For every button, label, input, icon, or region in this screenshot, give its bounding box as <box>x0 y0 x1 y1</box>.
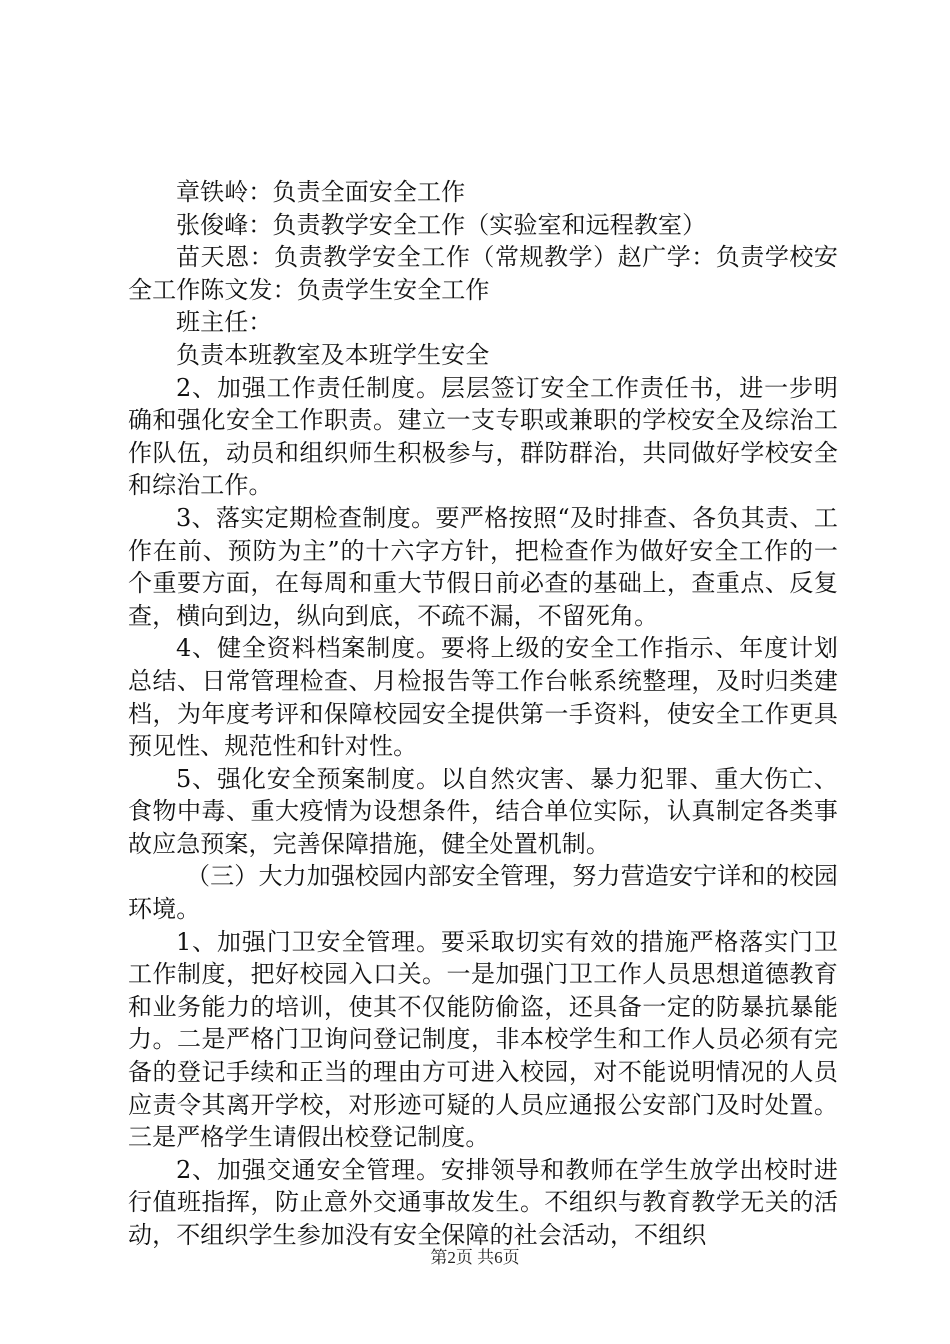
paragraph-zhang-tieling: 章铁岭：负责全面安全工作 <box>176 178 466 206</box>
section-heading-campus-safety: （三）大力加强校园内部安全管理，努力营造安宁详和的校园环境。 <box>128 862 838 924</box>
document-body <box>128 176 838 1252</box>
paragraph-gate-security: 1、加强门卫安全管理。要采取切实有效的措施严格落实门卫工作制度，把好校园入口关。一是加强门卫工作人员思想道德教育和业务能力的培训，使其不仅能防偷盗，还具备一定的防暴抗暴能力。二是严格门卫询问登记制度，非本校学生和工作人员必须有完备的登记手续和正当的理由方可进入校园，对不能说明情况的人员应责令其离开学校，对形迹可疑的人员应通报公安部门及时处置。三是严格学生请假出校登记制度。 <box>128 927 838 1152</box>
paragraph-traffic-safety: 2、加强交通安全管理。安排领导和教师在学生放学出校时进行值班指挥，防止意外交通事故发生。不组织与教育教学无关的活动，不组织学生参加没有安全保障的社会活动，不组织 <box>128 1155 838 1249</box>
page-number-footer: 第2页 共6页 <box>430 1248 520 1267</box>
paragraph-emergency-plan: 5、强化安全预案制度。以自然灾害、暴力犯罪、重大伤亡、食物中毒、重大疫情为设想条件，结合单位实际，认真制定各类事故应急预案，完善保障措施，健全处置机制。 <box>128 764 838 858</box>
paragraph-inspection-system: 3、落实定期检查制度。要严格按照“及时排查、各负其责、工作在前、预防为主”的十六字方针，把检查作为做好安全工作的一个重要方面，在每周和重大节假日前必查的基础上，查重点、反复查，横向到边，纵向到底，不疏不漏，不留死角。 <box>128 503 838 630</box>
paragraph-miao-tianen: 苗天恩：负责教学安全工作（常规教学）赵广学：负责学校安全工作陈文发：负责学生安全工作 <box>128 243 838 304</box>
paragraph-responsibility-system: 2、加强工作责任制度。层层签订安全工作责任书，进一步明确和强化安全工作职责。建立一支专职或兼职的学校安全及综治工作队伍，动员和组织师生积极参与，群防群治，共同做好学校安全和综治工作。 <box>128 373 838 500</box>
paragraph-zhang-junfeng: 张俊峰：负责教学安全工作（实验室和远程教室） <box>176 210 707 239</box>
paragraph-class-teacher: 班主任： <box>176 308 273 337</box>
paragraph-archive-system: 4、健全资料档案制度。要将上级的安全工作指示、年度计划总结、日常管理检查、月检报告等工作台帐系统整理，及时归类建档，为年度考评和保障校园安全提供第一手资料，使安全工作更具预见性、规范性和针对性。 <box>128 634 838 761</box>
paragraph-class-teacher-duty: 负责本班教室及本班学生安全 <box>176 340 490 369</box>
